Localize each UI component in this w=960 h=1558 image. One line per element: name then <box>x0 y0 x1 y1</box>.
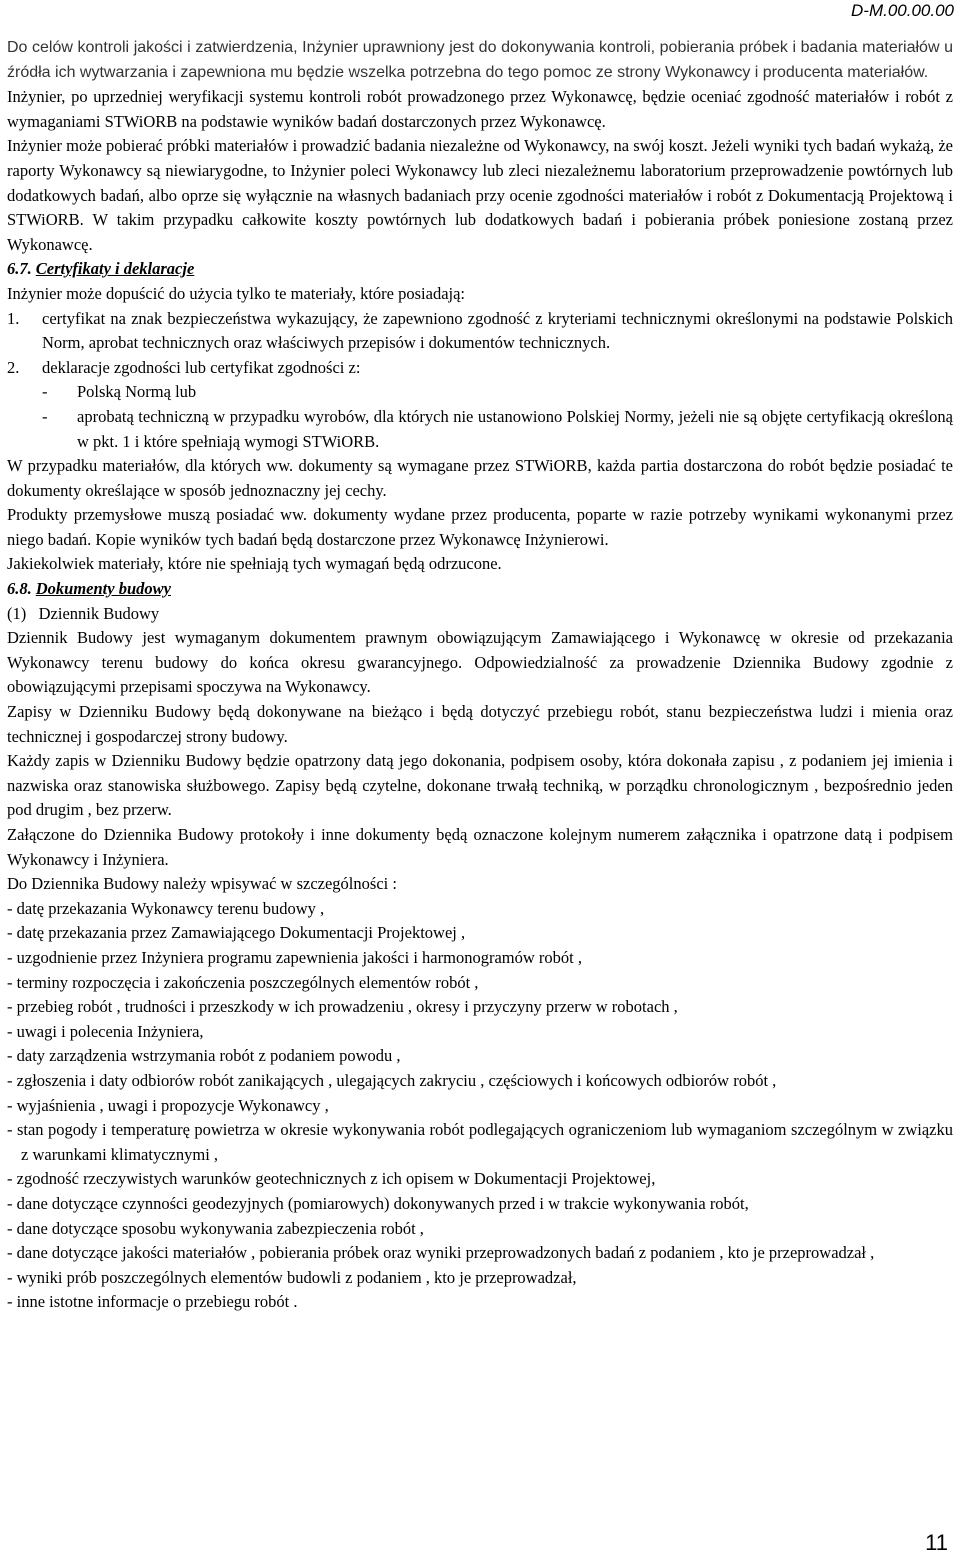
list-item: - zgłoszenia i daty odbiorów robót zanikających , ulegających zakryciu , częściowych i końcowych odbiorów robót , <box>7 1070 777 1090</box>
section-heading <box>7 577 953 602</box>
paragraph: Do Dziennika Budowy należy wpisywać w szczególności : <box>7 874 397 894</box>
section-number: 6.7. <box>7 259 32 279</box>
paragraph: Załączone do Dziennika Budowy protokoły i inne dokumenty będą oznaczone kolejnym numerem załącznika i opatrzone datą i podpisem Wykonawcy i Inżyniera. <box>7 825 953 869</box>
item-text: deklaracje zgodności lub certyfikat zgodności z: <box>42 357 361 377</box>
list-item: - wyjaśnienia , uwagi i propozycje Wykonawcy , <box>7 1095 329 1115</box>
section-heading <box>7 257 953 282</box>
paragraph: Do celów kontroli jakości i zatwierdzenia, Inżynier uprawniony jest do dokonywania kontroli, pobierania próbek i badania materiałów u źródła ich wytwarzania i zapewniona mu będzie wszelka potrzebna do tego pomoc ze strony Wykonawcy i producenta materiałów. <box>7 39 953 81</box>
numbered-item <box>7 356 953 381</box>
list-item: - stan pogody i temperaturę powietrza w okresie wykonywania robót podlegających ograniczeniom lub wymaganiom szczególnym w związku z warunkami klimatycznymi , <box>7 1120 953 1164</box>
sub-item <box>42 405 953 454</box>
item-number: 2. <box>7 357 20 377</box>
list-item: - przebieg robót , trudności i przeszkody w ich prowadzeniu , okresy i przyczyny przerw w robotach , <box>7 997 678 1017</box>
sub-item-text: Polską Normą lub <box>77 382 197 402</box>
list-item: - dane dotyczące sposobu wykonywania zabezpieczenia robót , <box>7 1218 424 1238</box>
sub-item-dash: - <box>42 406 48 426</box>
sub-item-dash: - <box>42 382 48 402</box>
page-number: 11 <box>925 1530 948 1555</box>
list-item: - wyniki prób poszczególnych elementów budowli z podaniem , kto je przeprowadzał, <box>7 1267 577 1287</box>
list-item: - dane dotyczące jakości materiałów , pobierania próbek oraz wyniki przeprowadzonych badań z podaniem , kto je przeprowadzał , <box>7 1243 875 1263</box>
paragraph: Produkty przemysłowe muszą posiadać ww. dokumenty wydane przez producenta, poparte w razie potrzeby wynikami wykonanymi przez niego badań. Kopie wyników tych badań będą dostarczone przez Wykonawcę Inżynierowi. <box>7 505 953 549</box>
paragraph: Inżynier, po uprzedniej weryfikacji systemu kontroli robót prowadzonego przez Wykonawcę, będzie oceniać zgodność materiałów i robót z wymaganiami STWiORB na podstawie wyników badań dostarczonych przez Wykonawcę. <box>7 87 953 131</box>
list-item: - uzgodnienie przez Inżyniera programu zapewnienia jakości i harmonogramów robót , <box>7 947 582 967</box>
paragraph: Inżynier może pobierać próbki materiałów i prowadzić badania niezależne od Wykonawcy, na swój koszt. Jeżeli wyniki tych badań wykażą, że raporty Wykonawcy są niewiarygodne, to Inżynier poleci Wykonawcy lub zleci niezależnemu laboratorium przeprowadzenie powtórnych lub dodatkowych badań, albo oprze się wyłącznie na własnych badaniach przy ocenie zgodności materiałów i robót z Dokumentacją Projektową i STWiORB. W takim przypadku całkowite koszty powtórnych lub dodatkowych badań i pobierania próbek poniesione zostaną przez Wykonawcę. <box>7 136 953 254</box>
numbered-item <box>7 307 953 356</box>
section-title: Dokumenty budowy <box>35 579 171 599</box>
page-content <box>7 36 953 1315</box>
section-number: 6.8. <box>7 579 32 599</box>
list-item: - zgodność rzeczywistych warunków geotechnicznych z ich opisem w Dokumentacji Projektowej, <box>7 1169 656 1189</box>
item-text: certyfikat na znak bezpieczeństwa wykazujący, że zapewniono zgodność z kryteriami technicznymi określonymi na podstawie Polskich Norm, aprobat technicznych oraz właściwych przepisów i dokumentów technicznych. <box>42 308 953 353</box>
item-number: 1. <box>7 308 20 328</box>
subsection-title: (1) Dziennik Budowy <box>7 603 160 623</box>
list-item: - uwagi i polecenia Inżyniera, <box>7 1021 204 1041</box>
sub-item-text: aprobatą techniczną w przypadku wyrobów, dla których nie ustanowiono Polskiej Normy, jeżeli nie są objęte certyfikacją określoną w pkt. 1 i które spełniają wymogi STWiORB. <box>77 406 953 451</box>
list-item: - terminy rozpoczęcia i zakończenia poszczególnych elementów robót , <box>7 972 479 992</box>
list-item: - datę przekazania przez Zamawiającego Dokumentacji Projektowej , <box>7 923 466 943</box>
diary-entry-list <box>7 897 953 1315</box>
paragraph: Każdy zapis w Dzienniku Budowy będzie opatrzony datą jego dokonania, podpisem osoby, która dokonała zapisu , z podaniem jej imienia i nazwiska oraz stanowiska służbowego. Zapisy będą czytelne, dokonane trwałą techniką, w porządku chronologicznym , bezpośrednio jeden pod drugim , bez przerw. <box>7 751 953 820</box>
section-title: Certyfikaty i deklaracje <box>35 259 195 279</box>
document-code: D-M.00.00.00 <box>851 1 954 20</box>
paragraph: Inżynier może dopuścić do użycia tylko te materiały, które posiadają: <box>7 283 466 303</box>
list-item: - daty zarządzenia wstrzymania robót z podaniem powodu , <box>7 1046 401 1066</box>
paragraph: Dziennik Budowy jest wymaganym dokumentem prawnym obowiązującym Zamawiającego i Wykonawcę w okresie od przekazania Wykonawcy terenu budowy do końca okresu gwarancyjnego. Odpowiedzialność za prowadzenie Dziennika Budowy zgodnie z obowiązującymi przepisami spoczywa na Wykonawcy. <box>7 628 953 697</box>
sub-item <box>42 380 953 405</box>
list-item: - dane dotyczące czynności geodezyjnych (pomiarowych) dokonywanych przed i w trakcie wykonywania robót, <box>7 1193 749 1213</box>
paragraph: Jakiekolwiek materiały, które nie spełniają tych wymagań będą odrzucone. <box>7 554 502 574</box>
paragraph: Zapisy w Dzienniku Budowy będą dokonywane na bieżąco i będą dotyczyć przebiegu robót, stanu bezpieczeństwa ludzi i mienia oraz technicznej i gospodarczej strony budowy. <box>7 702 953 746</box>
list-item: - datę przekazania Wykonawcy terenu budowy , <box>7 898 325 918</box>
paragraph: W przypadku materiałów, dla których ww. dokumenty są wymagane przez STWiORB, każda partia dostarczona do robót będzie posiadać te dokumenty określające w sposób jednoznaczny jej cechy. <box>7 456 953 500</box>
list-item: - inne istotne informacje o przebiegu robót . <box>7 1292 298 1312</box>
